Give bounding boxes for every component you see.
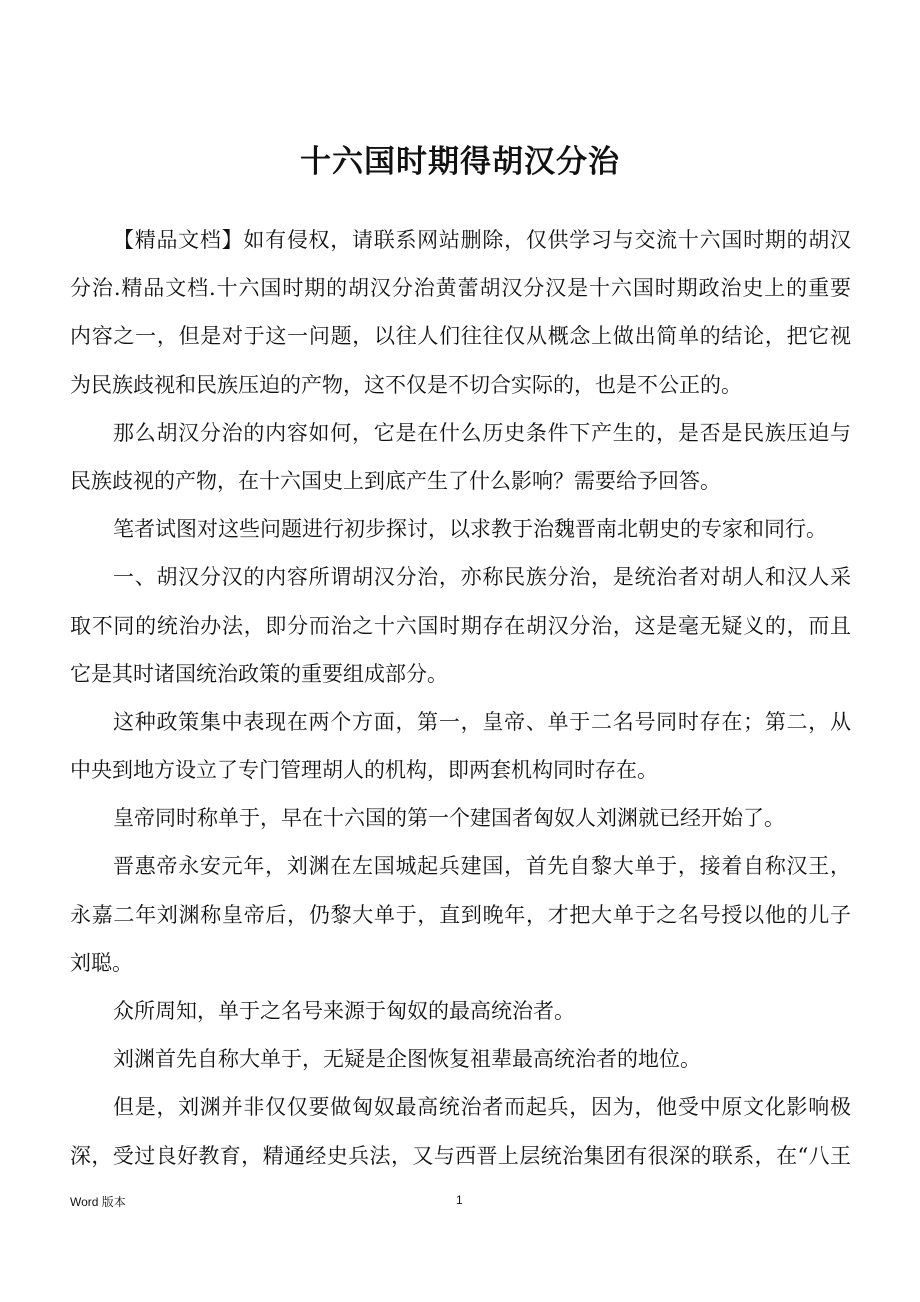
page-number: 1	[456, 1193, 463, 1207]
paragraph	[70, 1083, 851, 1179]
paragraph-line: 这种政策集中表现在两个方面，第一，皇帝、单于二名号同时存在；第二，从	[113, 709, 851, 734]
paragraph-line: 那么胡汉分治的内容如何，它是在什么历史条件下产生的，是否是民族压迫与	[113, 420, 851, 445]
document-title: 十六国时期得胡汉分治	[300, 144, 620, 180]
paragraph	[70, 794, 851, 842]
paragraph	[70, 842, 851, 987]
paragraph-line: 笔者试图对这些问题进行初步探讨，以求教于治魏晋南北朝史的专家和同行。	[113, 517, 827, 542]
paragraph-line: 众所周知，单于之名号来源于匈奴的最高统治者。	[113, 999, 575, 1023]
paragraph-line: 民族歧视的产物，在十六国史上到底产生了什么影响？需要给予回答。	[70, 468, 721, 493]
paragraph-line: 一、胡汉分汉的内容所谓胡汉分治，亦称民族分治，是统治者对胡人和汉人采	[113, 565, 851, 590]
paragraph-line: 晋惠帝永安元年，刘渊在左国城起兵建国，首先自黎大单于，接着自称汉王，	[113, 854, 851, 879]
paragraph-line: 深，受过良好教育，精通经史兵法，又与西晋上层统治集团有很深的联系，在“八王	[70, 1143, 851, 1168]
paragraph	[70, 553, 851, 698]
paragraph-line: 分治.精品文档.十六国时期的胡汉分治黄蕾胡汉分汉是十六国时期政治史上的重要	[70, 276, 851, 301]
paragraph	[70, 987, 851, 1035]
paragraph-line: 刘渊首先自称大单于，无疑是企图恢复祖辈最高统治者的地位。	[113, 1047, 701, 1072]
paragraph	[70, 698, 851, 794]
document-body	[70, 216, 851, 1180]
paragraph-line: 它是其时诸国统治政策的重要组成部分。	[70, 661, 448, 686]
footer-label: Word 版本	[70, 1195, 126, 1209]
paragraph	[70, 216, 851, 409]
paragraph-line: 内容之一，但是对于这一问题，以往人们往往仅从概念上做出简单的结论，把它视	[70, 324, 851, 349]
paragraph-line: 永嘉二年刘渊称皇帝后，仍黎大单于，直到晚年，才把大单于之名号授以他的儿子	[70, 902, 851, 927]
paragraph-line: 刘聪。	[70, 950, 133, 975]
paragraph-line: 但是，刘渊并非仅仅要做匈奴最高统治者而起兵，因为，他受中原文化影响极	[113, 1095, 851, 1120]
paragraph-line: 为民族歧视和民族压迫的产物，这不仅是不切合实际的，也是不公正的。	[70, 372, 742, 397]
paragraph	[70, 409, 851, 505]
paragraph-line: 中央到地方设立了专门管理胡人的机构，即两套机构同时存在。	[70, 758, 658, 783]
paragraph-line: 取不同的统治办法，即分而治之十六国时期存在胡汉分治，这是毫无疑义的，而且	[70, 613, 851, 638]
paragraph-line: 皇帝同时称单于，早在十六国的第一个建国者匈奴人刘渊就已经开始了。	[113, 806, 785, 831]
paragraph-line: 【精品文档】如有侵权，请联系网站删除，仅供学习与交流十六国时期的胡汉	[113, 228, 851, 252]
paragraph	[70, 505, 851, 553]
paragraph	[70, 1035, 851, 1083]
